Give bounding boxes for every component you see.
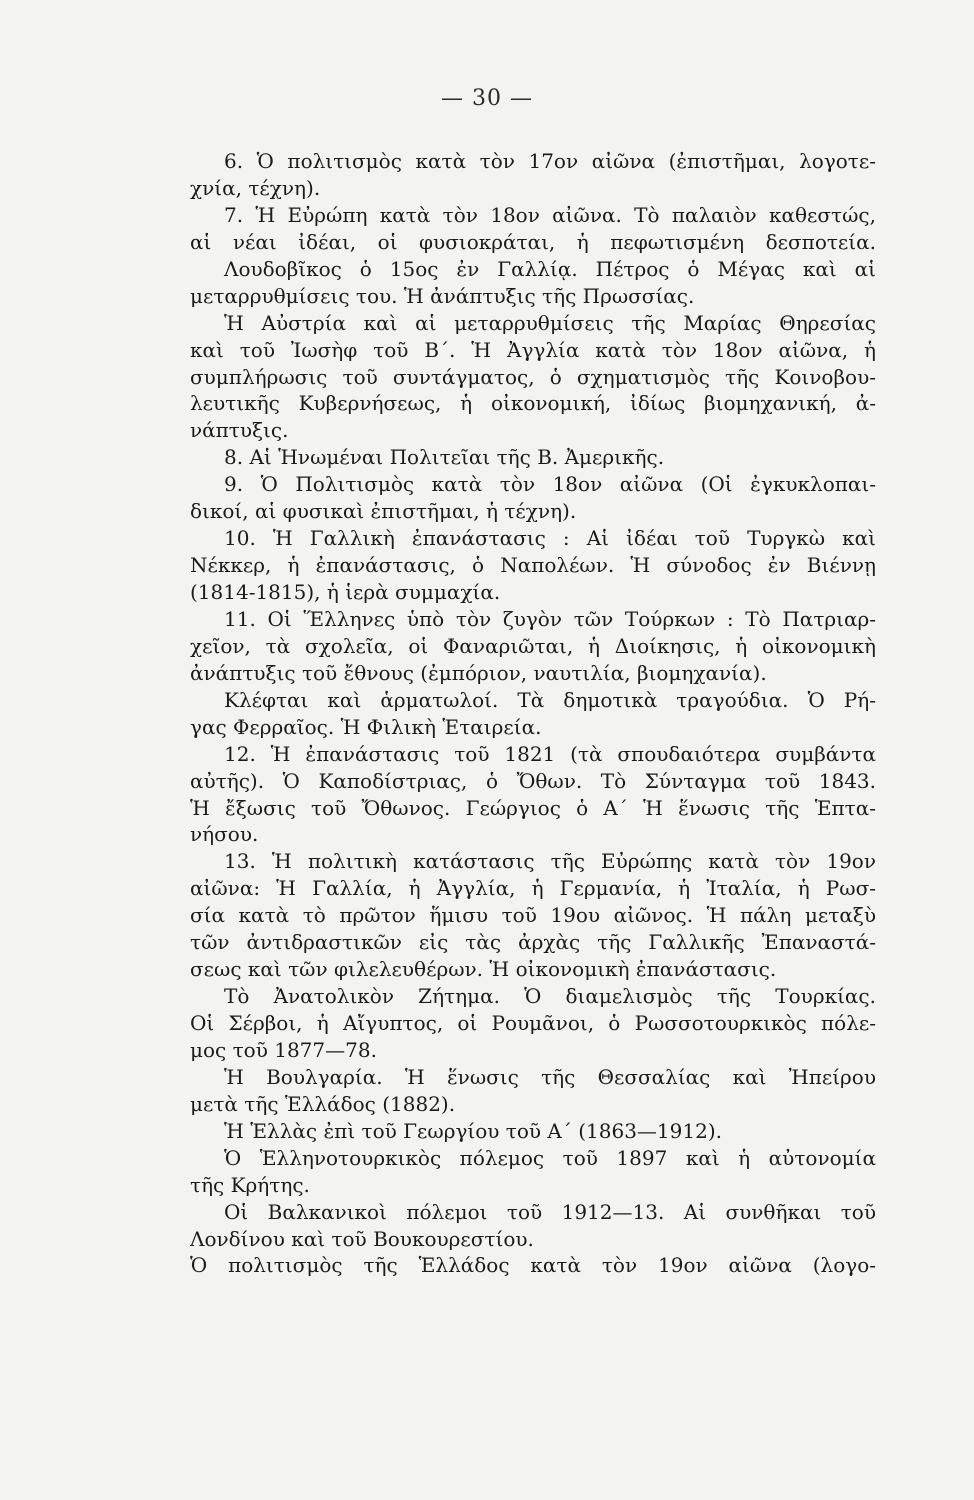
text-line: συμπλήρωσις τοῦ συντάγματος, ὁ σχηματισμὸς τῆς Κοινοβου- [190, 364, 876, 389]
text-line: μετὰ τῆς Ἑλλάδος (1882). [190, 1091, 456, 1116]
text-line: νήσου. [190, 822, 259, 847]
text-line: τῆς Κρήτης. [190, 1172, 310, 1197]
text-line: Κλέφται καὶ ἁρματωλοί. Τὰ δημοτικὰ τραγούδια. Ὁ Ρή- [224, 687, 876, 712]
text-line: 9. Ὁ Πολιτισμὸς κατὰ τὸν 18ον αἰῶνα (Οἱ ἐγκυκλοπαι- [224, 472, 876, 497]
text-line: Νέκκερ, ἡ ἐπανάστασις, ὁ Ναπολέων. Ἡ σύνοδος ἐν Βιέννῃ [190, 553, 876, 578]
text-line: Οἱ Βαλκανικοὶ πόλεμοι τοῦ 1912—13. Αἱ συνθῆκαι τοῦ [224, 1199, 876, 1224]
page-number: — 30 — [441, 86, 533, 111]
text-line: Ἡ Αὐστρία καὶ αἱ μεταρρυθμίσεις τῆς Μαρίας Θηρεσίας [224, 310, 876, 335]
text-line: λευτικῆς Κυβερνήσεως, ἡ οἰκονομική, ἰδίως βιομηχανική, ἀ- [190, 391, 876, 416]
text-line: Λουδοβῖκος ὁ 15ος ἐν Γαλλίᾳ. Πέτρος ὁ Μέγας καὶ αἱ [224, 256, 876, 281]
text-line: (1814-1815), ἡ ἱερὰ συμμαχία. [190, 580, 501, 604]
text-line: σεως καὶ τῶν φιλελευθέρων. Ἡ οἰκονομικὴ ἐπανάστασις. [190, 957, 777, 982]
text-line: χεῖον, τὰ σχολεῖα, οἱ Φαναριῶται, ἡ Διοίκησις, ἡ οἰκονομικὴ [190, 633, 876, 658]
text-line: καὶ τοῦ Ἰωσὴφ τοῦ Β΄. Ἡ Ἀγγλία κατὰ τὸν 18ον αἰῶνα, ἡ [190, 337, 876, 362]
text-line: 7. Ἡ Εὐρώπη κατὰ τὸν 18ον αἰῶνα. Τὸ παλαιὸν καθεστώς, [224, 202, 876, 227]
text-line: αἰῶνα: Ἡ Γαλλία, ἡ Ἀγγλία, ἡ Γερμανία, ἡ Ἰταλία, ἡ Ρωσ- [190, 876, 876, 901]
text-line: Ὁ πολιτισμὸς τῆς Ἑλλάδος κατὰ τὸν 19ον αἰῶνα (λογο- [190, 1253, 876, 1278]
text-line: 12. Ἡ ἐπανάστασις τοῦ 1821 (τὰ σπουδαιότερα συμβάντα [224, 741, 876, 766]
text-line: Τὸ Ἀνατολικὸν Ζήτημα. Ὁ διαμελισμὸς τῆς Τουρκίας. [224, 984, 876, 1009]
text-line: γας Φερραῖος. Ἡ Φιλικὴ Ἑταιρεία. [190, 714, 542, 739]
text-line: 8. Αἱ Ἡνωμέναι Πολιτεῖαι τῆς Β. Ἀμερικῆς. [224, 445, 665, 470]
text-line: Ἡ Ἑλλὰς ἐπὶ τοῦ Γεωργίου τοῦ Α΄ (1863—1912). [224, 1118, 722, 1143]
text-line: Ἡ Βουλγαρία. Ἡ ἕνωσις τῆς Θεσσαλίας καὶ Ἠπείρου [224, 1064, 876, 1089]
text-line: 10. Ἡ Γαλλικὴ ἐπανάστασις : Αἱ ἰδέαι τοῦ Τυργκὼ καὶ [224, 526, 876, 551]
text-line: Ἡ ἔξωσις τοῦ Ὄθωνος. Γεώργιος ὁ Α΄ Ἡ ἕνωσις τῆς Ἑπτα- [190, 795, 876, 820]
body-text [190, 148, 876, 1279]
text-line: Ὁ Ἑλληνοτουρκικὸς πόλεμος τοῦ 1897 καὶ ἡ αὐτονομία [224, 1145, 876, 1170]
text-line: Οἱ Σέρβοι, ἡ Αἴγυπτος, οἱ Ρουμᾶνοι, ὁ Ρωσσοτουρκικὸς πόλε- [190, 1011, 876, 1035]
text-line: 13. Ἡ πολιτικὴ κατάστασις τῆς Εὐρώπης κατὰ τὸν 19ον [224, 849, 876, 874]
text-line: 11. Οἱ Ἕλληνες ὑπὸ τὸν ζυγὸν τῶν Τούρκων : Τὸ Πατριαρ- [224, 606, 876, 631]
text-line: μος τοῦ 1877—78. [190, 1037, 377, 1062]
text-line: νάπτυξις. [190, 418, 289, 443]
text-line: σία κατὰ τὸ πρῶτον ἥμισυ τοῦ 19ου αἰῶνος. Ἡ πάλη μεταξὺ [190, 903, 876, 928]
text-line: δικοί, αἱ φυσικαὶ ἐπιστῆμαι, ἡ τέχνη). [190, 499, 577, 524]
text-line: τῶν ἀντιδραστικῶν εἰς τὰς ἀρχὰς τῆς Γαλλικῆς Ἐπαναστά- [190, 930, 876, 955]
text-line: αἱ νέαι ἰδέαι, οἱ φυσιοκράται, ἡ πεφωτισμένη δεσποτεία. [190, 229, 876, 254]
text-line: χνία, τέχνη). [190, 175, 321, 200]
text-line: μεταρρυθμίσεις του. Ἡ ἀνάπτυξις τῆς Πρωσσίας. [190, 283, 695, 308]
text-line: 6. Ὁ πολιτισμὸς κατὰ τὸν 17ον αἰῶνα (ἐπιστῆμαι, λογοτε- [224, 149, 876, 173]
text-line: αὐτῆς). Ὁ Καποδίστριας, ὁ Ὄθων. Τὸ Σύνταγμα τοῦ 1843. [190, 768, 876, 793]
text-line: Λονδίνου καὶ τοῦ Βουκουρεστίου. [190, 1226, 534, 1251]
text-line: ἀνάπτυξις τοῦ ἔθνους (ἐμπόριον, ναυτιλία, βιομηχανία). [190, 660, 767, 685]
